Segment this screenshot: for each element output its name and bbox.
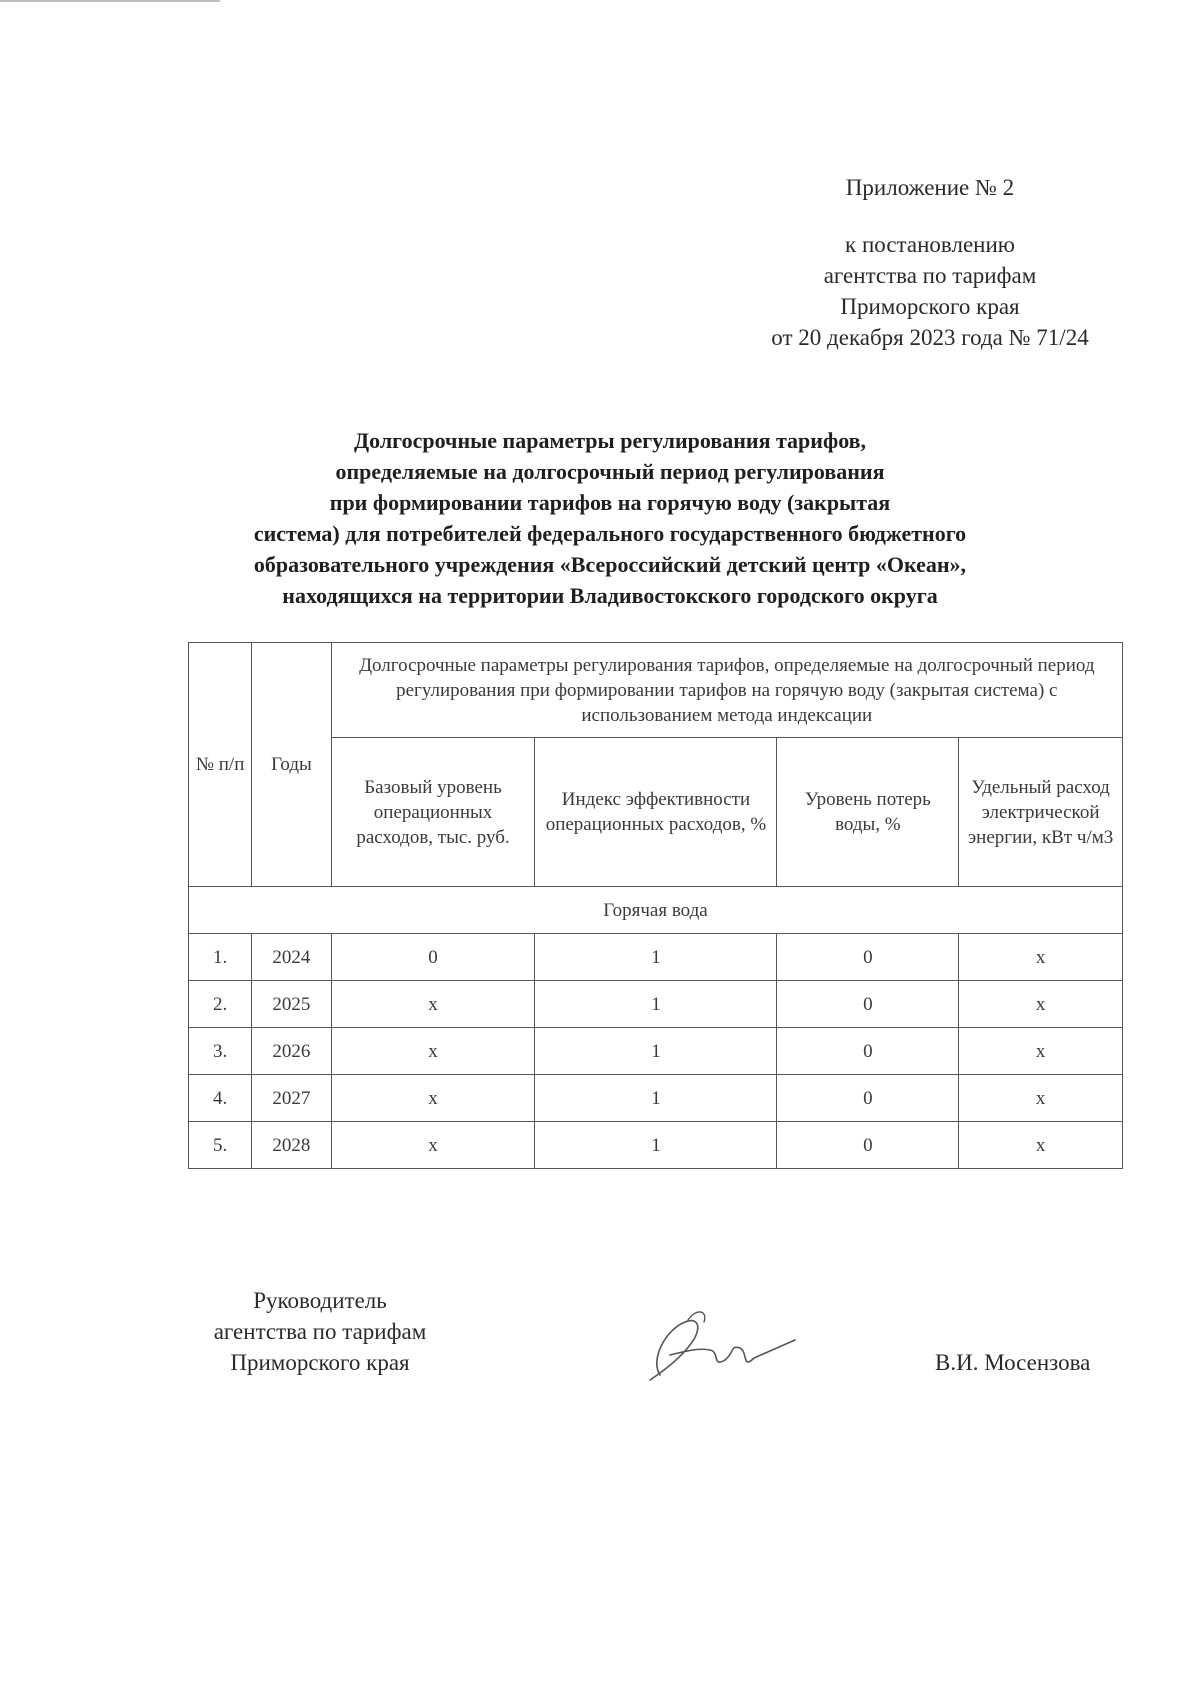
header-water-loss: Уровень потерь воды, % bbox=[777, 738, 959, 887]
header-base-level: Базовый уровень операционных расходов, тыс. руб. bbox=[331, 738, 535, 887]
cell-num: 3. bbox=[189, 1028, 252, 1075]
appendix-number: Приложение № 2 bbox=[845, 175, 1015, 200]
position-line-2: агентства по тарифам bbox=[213, 1319, 427, 1344]
header-num: № п/п bbox=[189, 643, 252, 887]
cell-num: 5. bbox=[189, 1122, 252, 1169]
cell-base: x bbox=[331, 1028, 535, 1075]
cell-base: x bbox=[331, 981, 535, 1028]
cell-specific: x bbox=[959, 1122, 1123, 1169]
table-row bbox=[189, 1028, 1123, 1075]
title-line: Долгосрочные параметры регулирования тарифов, bbox=[353, 428, 867, 453]
signatory-position bbox=[170, 1285, 470, 1378]
cell-year: 2024 bbox=[252, 934, 331, 981]
appendix-line-3: Приморского края bbox=[840, 294, 1020, 319]
cell-loss: 0 bbox=[777, 1075, 959, 1122]
cell-year: 2025 bbox=[252, 981, 331, 1028]
cell-base: x bbox=[331, 1122, 535, 1169]
cell-base: x bbox=[331, 1075, 535, 1122]
cell-specific: x bbox=[959, 981, 1123, 1028]
header-group: Долгосрочные параметры регулирования тарифов, определяемые на долгосрочный период регулирования при формировании тарифов на горячую воду (закрытая система) с использованием метода индексации bbox=[331, 643, 1122, 738]
table-row bbox=[189, 981, 1123, 1028]
section-label: Горячая вода bbox=[189, 887, 1123, 934]
cell-year: 2028 bbox=[252, 1122, 331, 1169]
cell-specific: x bbox=[959, 1075, 1123, 1122]
cell-loss: 0 bbox=[777, 934, 959, 981]
appendix-header bbox=[690, 172, 1170, 353]
cell-year: 2027 bbox=[252, 1075, 331, 1122]
signatory-name: В.И. Мосензова bbox=[935, 1350, 1091, 1375]
appendix-line-1: к постановлению bbox=[845, 232, 1015, 257]
appendix-line-2: агентства по тарифам bbox=[823, 263, 1037, 288]
cell-index: 1 bbox=[535, 1028, 777, 1075]
cell-loss: 0 bbox=[777, 981, 959, 1028]
title-line: при формировании тарифов на горячую воду (закрытая bbox=[329, 490, 891, 515]
table-row bbox=[189, 1122, 1123, 1169]
cell-index: 1 bbox=[535, 1075, 777, 1122]
cell-loss: 0 bbox=[777, 1028, 959, 1075]
position-line-1: Руководитель bbox=[253, 1288, 387, 1313]
table-row bbox=[189, 1075, 1123, 1122]
header-specific-consumption: Удельный расход электрической энергии, кВт ч/м3 bbox=[959, 738, 1123, 887]
table-row bbox=[189, 934, 1123, 981]
appendix-gap bbox=[690, 203, 1170, 229]
cell-num: 1. bbox=[189, 934, 252, 981]
cell-specific: x bbox=[959, 934, 1123, 981]
title-line: образовательного учреждения «Всероссийский детский центр «Океан», bbox=[253, 552, 967, 577]
handwritten-signature bbox=[630, 1300, 800, 1400]
cell-index: 1 bbox=[535, 934, 777, 981]
cell-year: 2026 bbox=[252, 1028, 331, 1075]
header-years: Годы bbox=[252, 643, 331, 887]
cell-base: 0 bbox=[331, 934, 535, 981]
title-line: система) для потребителей федерального государственного бюджетного bbox=[253, 521, 967, 546]
table-header-row bbox=[189, 643, 1123, 738]
section-row bbox=[189, 887, 1123, 934]
scan-edge-line bbox=[0, 0, 220, 2]
document-title bbox=[150, 425, 1070, 611]
cell-index: 1 bbox=[535, 1122, 777, 1169]
appendix-line-4: от 20 декабря 2023 года № 71/24 bbox=[771, 325, 1089, 350]
position-line-3: Приморского края bbox=[230, 1350, 410, 1375]
title-line: определяемые на долгосрочный период регулирования bbox=[335, 459, 885, 484]
cell-num: 2. bbox=[189, 981, 252, 1028]
title-line: находящихся на территории Владивостокского городского округа bbox=[282, 583, 938, 608]
cell-loss: 0 bbox=[777, 1122, 959, 1169]
header-efficiency-index: Индекс эффективности операционных расходов, % bbox=[535, 738, 777, 887]
cell-index: 1 bbox=[535, 981, 777, 1028]
cell-num: 4. bbox=[189, 1075, 252, 1122]
parameters-table bbox=[188, 642, 1123, 1169]
cell-specific: x bbox=[959, 1028, 1123, 1075]
